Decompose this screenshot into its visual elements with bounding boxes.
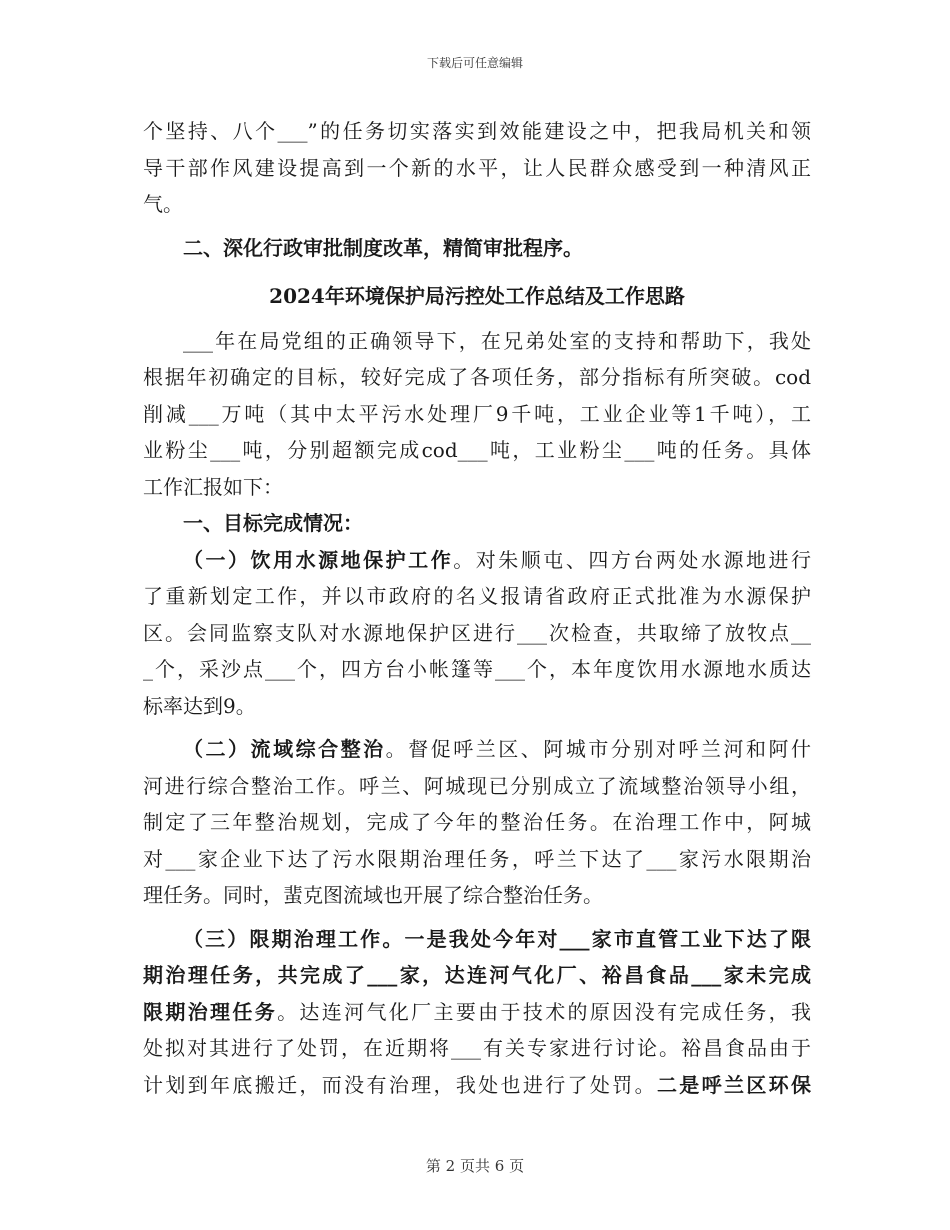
paragraph-basin [143,731,811,914]
section-heading-goals: 一、目标完成情况： [183,511,363,535]
text-line: ___年在局党组的正确领导下，在兄弟处室的支持和帮助下，我处 [183,328,811,353]
paragraph-deadline [143,921,811,1104]
paragraph-water-source [143,542,811,725]
text-line: 削减___万吨（其中太平污水处理厂9千吨，工业企业等1千吨），工 [143,401,811,426]
text-line: 处拟对其进行了处罚，在近期将___有关专家进行讨论。裕昌食品由于 [143,1036,811,1060]
text-line: 工作汇报如下： [143,474,283,499]
text-span: 二是呼兰区环保 [656,1072,812,1097]
subheading-deadline: （三）限期治理工作。 [183,926,405,951]
text-line: 期治理任务，共完成了___家，达连河气化厂、裕昌食品___家未完成 [143,963,811,987]
text-line [143,1067,811,1104]
text-span: 限期治理任务 [143,999,278,1024]
text-line: 了重新划定工作，并以市政府的名义报请省政府正式批准为水源保护 [143,584,811,608]
subheading-basin: （二）流域综合整治 [183,737,386,761]
text-line: 气。 [143,192,183,216]
text-span: 计划到年底搬迁，而没有治理，我处也进行了处罚。 [143,1072,657,1097]
text-line: 根据年初确定的目标，较好完成了各项任务，部分指标有所突破。cod [143,365,811,389]
text-line: _个，采沙点___个，四方台小帐篷等___个，本年度饮用水源地水质达 [143,657,811,681]
paragraph-continued [143,113,811,223]
text-line: 对___家企业下达了污水限期治理任务，呼兰下达了___家污水限期治 [143,846,811,871]
text-line: 业粉尘___吨，分别超额完成cod___吨，工业粉尘___吨的任务。具体 [143,438,811,462]
text-span: 。督促呼兰区、阿城市分别对呼兰河和阿什 [385,737,812,761]
text-line [143,994,811,1031]
page-footer: 第 2 页共 6 页 [425,1157,525,1175]
text-line: 制定了三年整治规划，完成了今年的整治任务。在治理工作中，阿城 [143,810,811,834]
paragraph-intro [143,323,811,506]
text-line [143,542,811,579]
text-line [143,921,811,958]
text-line: 区。会同监察支队对水源地保护区进行___次检查，共取缔了放牧点__ [143,620,811,645]
document-body [143,113,811,1103]
page-header: 下载后可任意编辑 [426,56,523,70]
text-span: 。对朱顺屯、四方台两处水源地进行 [453,547,812,572]
text-line: 理任务。同时，蜚克图流域也开展了综合整治任务。 [143,883,603,907]
text-line: 标率达到9。 [143,693,256,718]
text-span: 。达连河气化厂主要由于技术的原因没有完成任务，我 [277,999,812,1024]
text-line: 河进行综合整治工作。呼兰、阿城现已分别成立了流域整治领导小组， [143,773,811,798]
document-title: 2024年环境保护局污控处工作总结及工作思路 [269,284,685,308]
text-line: 导干部作风建设提高到一个新的水平，让人民群众感受到一种清风正 [143,155,811,180]
text-line: 个坚持、八个___”的任务切实落实到效能建设之中，把我局机关和领 [143,119,811,143]
text-line [143,731,811,768]
subheading-water-source: （一）饮用水源地保护工作 [183,547,454,572]
section-heading-2: 二、深化行政审批制度改革，精简审批程序。 [183,235,583,260]
text-span: 一是我处今年对___家市直管工业下达了限 [404,926,812,951]
